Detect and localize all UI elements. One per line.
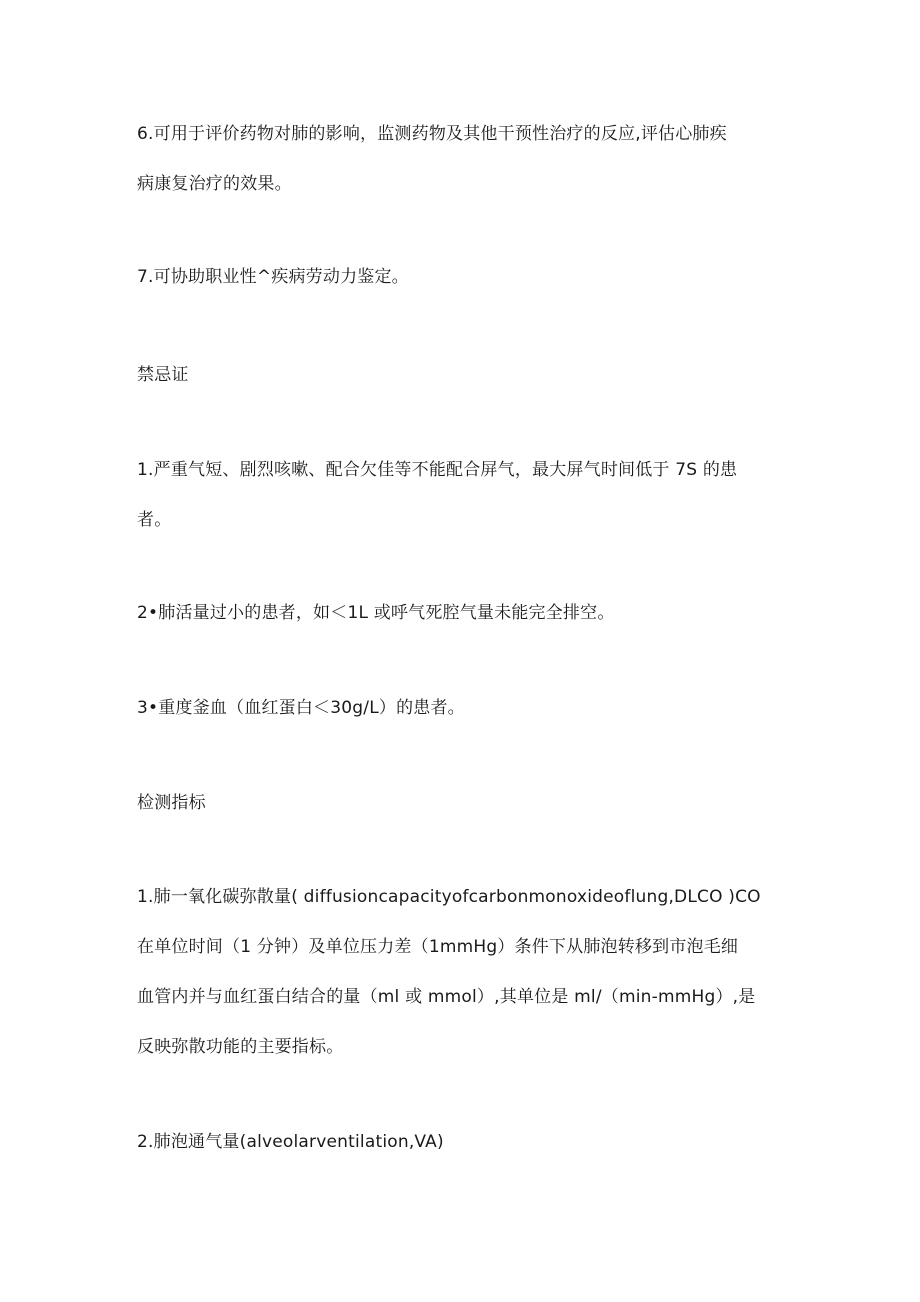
paragraph-6-line-1: 6.可用于评价药物对肺的影响，监测药物及其他干预性治疗的反应,评估心肺疾 bbox=[137, 124, 727, 144]
indicator-1-line-1: 1.肺一氧化碳弥散量( diffusioncapacityofcarbonmonoxideoflung,DLCO )CO bbox=[137, 887, 761, 907]
heading-contraindications: 禁忌证 bbox=[137, 365, 189, 385]
contraindication-2: 2•肺活量过小的患者，如＜1L 或呼气死腔气量未能完全排空。 bbox=[137, 603, 615, 623]
indicator-1-line-3: 血管内并与血红蛋白结合的量（ml 或 mmol）,其单位是 ml/（min-mmHg）,是 bbox=[137, 987, 756, 1007]
paragraph-7: 7.可协助职业性^疾病劳动力鉴定。 bbox=[137, 267, 409, 287]
indicator-1-line-4: 反映弥散功能的主要指标。 bbox=[137, 1037, 344, 1057]
indicator-2: 2.肺泡通气量(alveolarventilation,VA) bbox=[137, 1132, 444, 1152]
contraindication-1-line-1: 1.严重气短、剧烈咳嗽、配合欠佳等不能配合屏气，最大屏气时间低于 7S 的患 bbox=[137, 460, 738, 480]
heading-indicators: 检测指标 bbox=[137, 793, 206, 813]
paragraph-6-line-2: 病康复治疗的效果。 bbox=[137, 174, 292, 194]
indicator-1-line-2: 在单位时间（1 分钟）及单位压力差（1mmHg）条件下从肺泡转移到市泡毛细 bbox=[137, 937, 739, 957]
contraindication-3: 3•重度釜血（血红蛋白＜30g/L）的患者。 bbox=[137, 698, 465, 718]
contraindication-1-line-2: 者。 bbox=[137, 510, 172, 530]
